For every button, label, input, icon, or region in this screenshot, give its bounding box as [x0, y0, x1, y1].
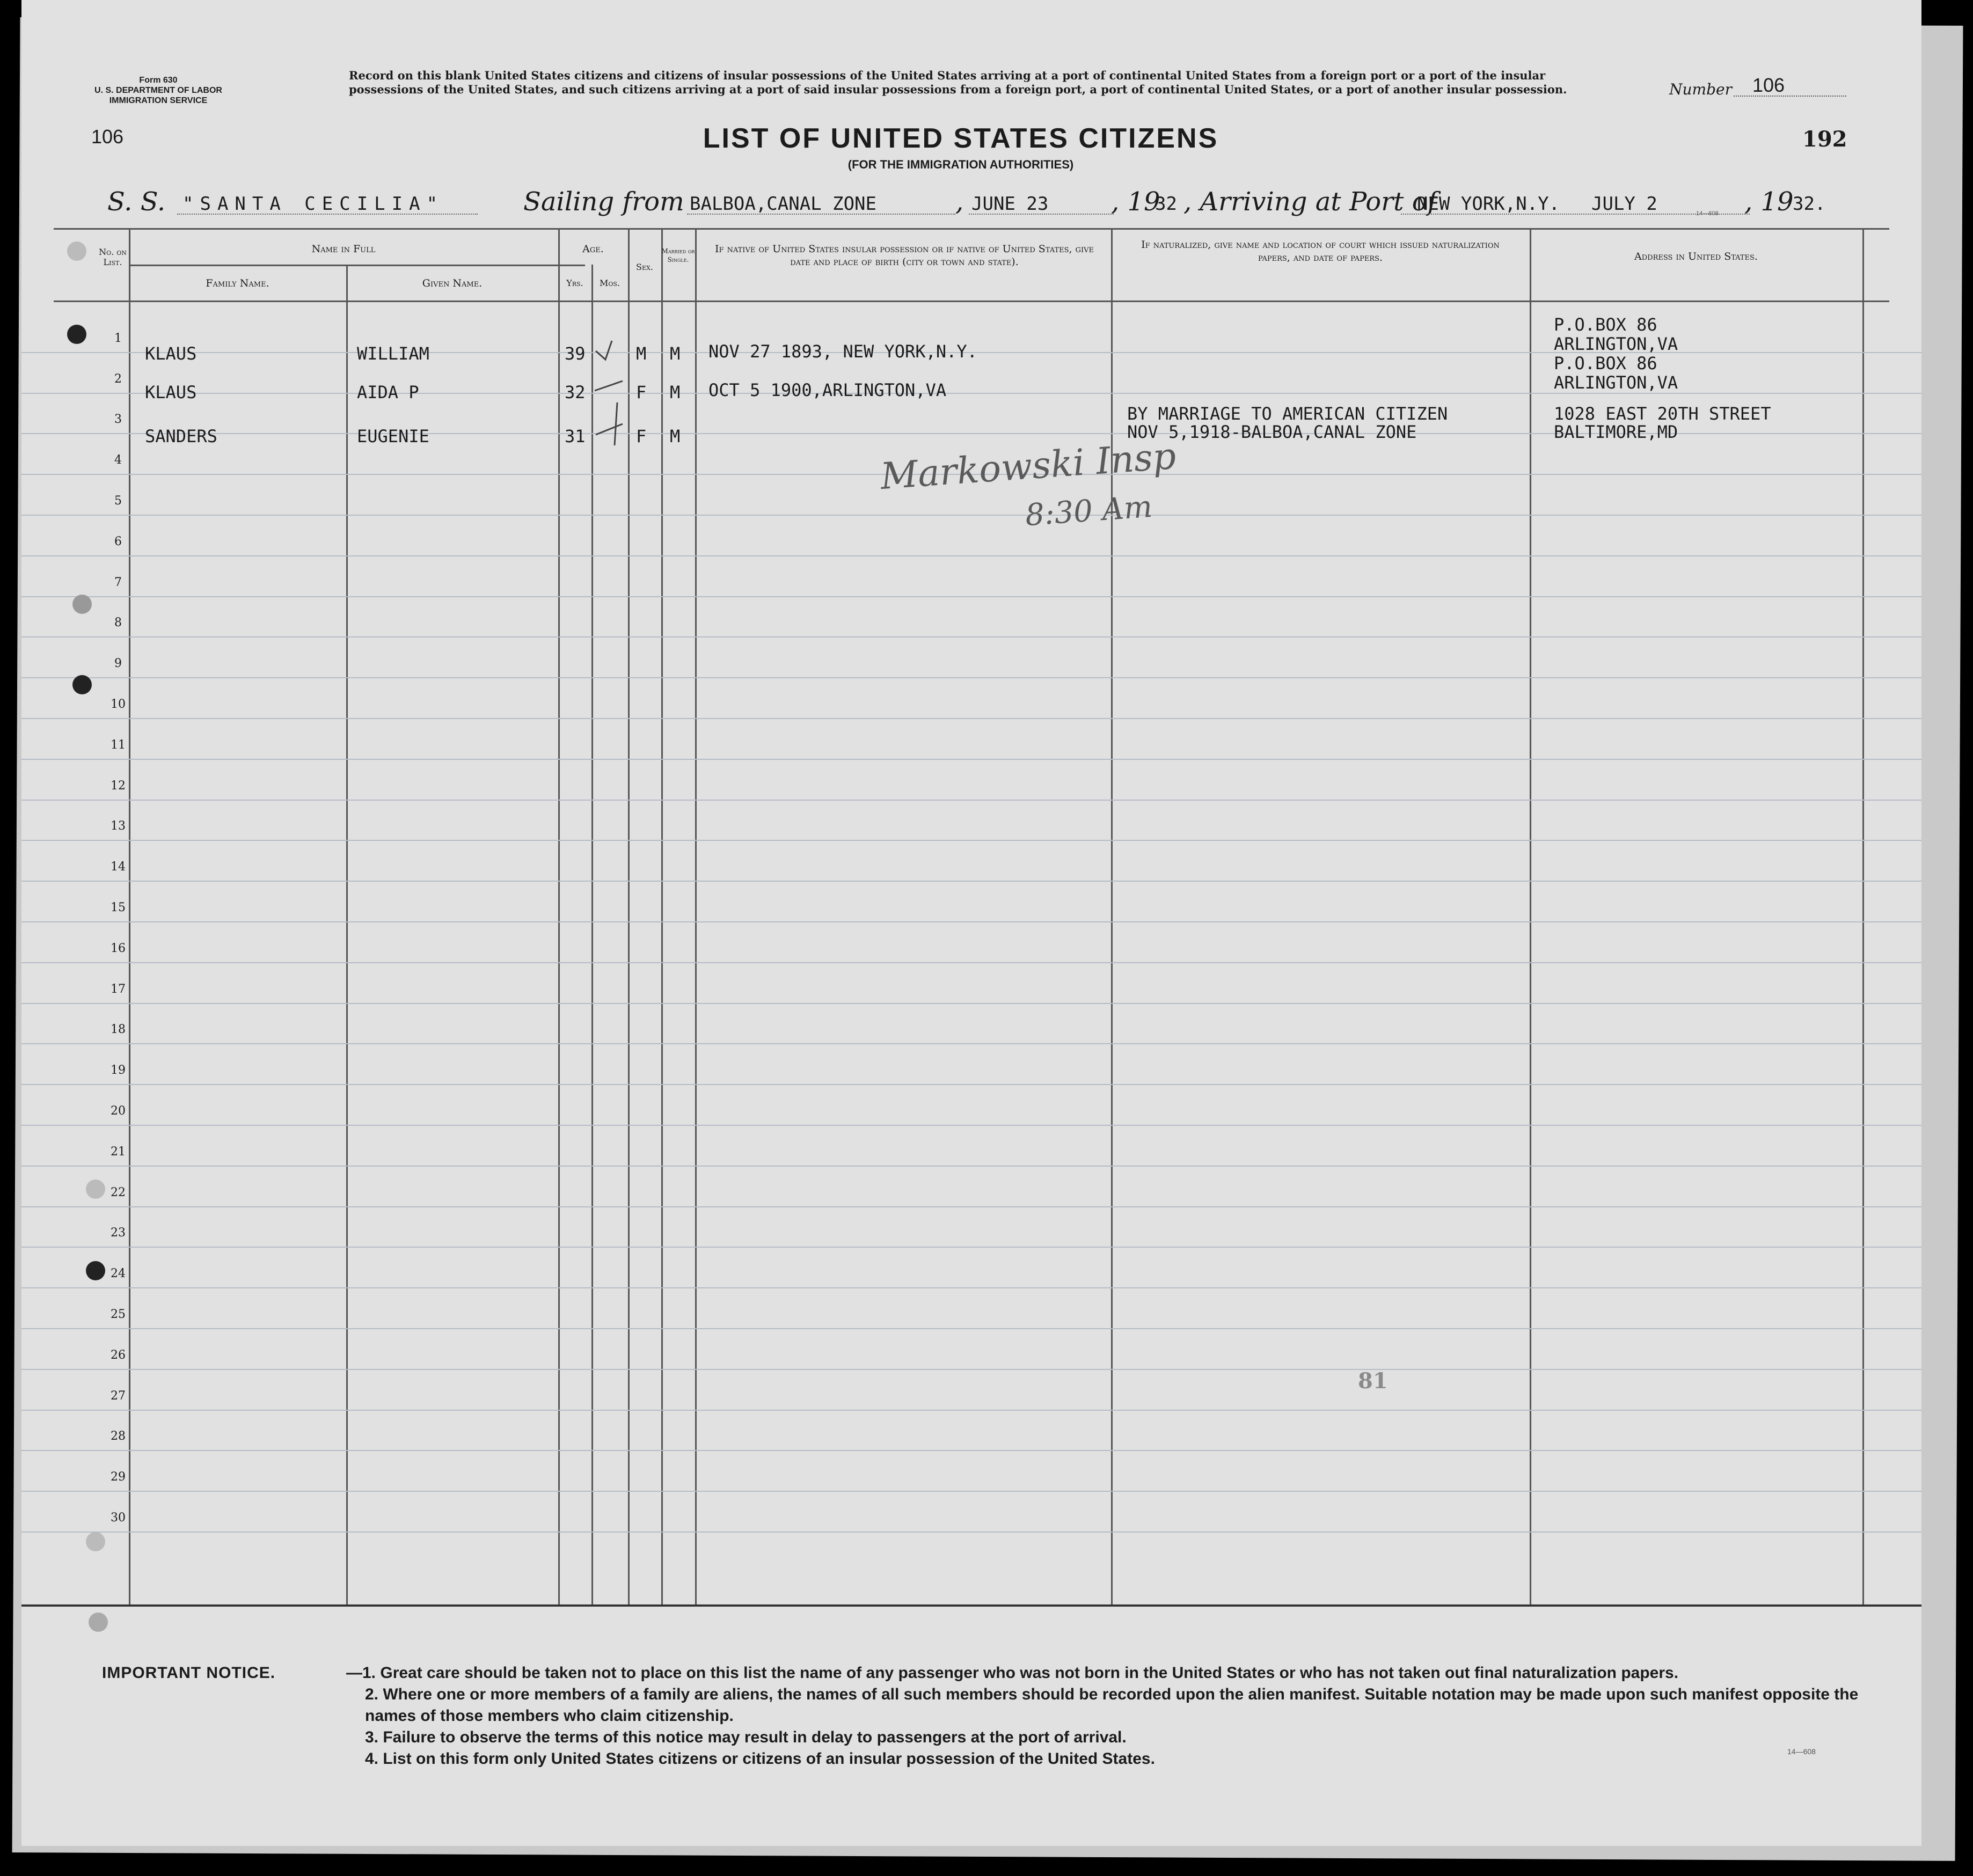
age-years: 32 [565, 382, 586, 402]
stamp-number: 81 [1358, 1368, 1388, 1394]
important-notice [102, 1662, 1873, 1770]
ruled-line [21, 1450, 1921, 1451]
col-divider [695, 228, 697, 1604]
form-service: IMMIGRATION SERVICE [109, 96, 208, 105]
punch-hole [72, 595, 92, 614]
ruled-line [21, 1166, 1921, 1167]
row-number: 23 [111, 1226, 126, 1240]
row-number: 15 [111, 901, 126, 914]
sailing-port-line [687, 214, 955, 215]
record-instructions: Record on this blank United States citizens and citizens of insular possessions of the United States arriving at a port of continental United States from a foreign port or a port of the insular possessions of the United States, and such citizens arriving at a port of said insular possessions from a foreign port, a port of continental United States, or a port of another insular possession. [349, 69, 1567, 96]
ruled-line [21, 1125, 1921, 1126]
col-divider [1862, 228, 1864, 1604]
print-code-bottom: 14—608 [1787, 1747, 1816, 1756]
arriving-label: , Arriving at Port of [1183, 187, 1437, 217]
row-number: 18 [111, 1023, 126, 1037]
row-number: 21 [111, 1145, 126, 1159]
punch-hole [86, 1261, 105, 1280]
row-number: 22 [111, 1185, 126, 1199]
ruled-line [21, 1491, 1921, 1492]
birth-place-date: OCT 5 1900,ARLINGTON,VA [708, 380, 947, 400]
sailing-label: Sailing from [523, 187, 684, 217]
col-header-mos: Mos. [599, 278, 620, 288]
ruled-line [21, 1084, 1921, 1085]
ruled-line [21, 921, 1921, 922]
col-divider [558, 228, 560, 1604]
ruled-line [21, 596, 1921, 597]
print-code-top: 14—608 [1696, 210, 1719, 217]
year-prefix: , 19 [1111, 187, 1160, 217]
row-number: 28 [111, 1430, 126, 1443]
punch-hole [67, 325, 86, 344]
form-department: U. S. DEPARTMENT OF LABOR [94, 86, 222, 95]
given-name: EUGENIE [357, 426, 429, 446]
arriving-port: NEW YORK,N.Y. [1417, 193, 1560, 215]
col-divider [1530, 228, 1531, 1604]
sailing-year: 32 [1155, 193, 1177, 215]
row-number: 25 [111, 1308, 126, 1321]
row-number: 8 [114, 616, 122, 630]
punch-hole [72, 675, 92, 694]
page-subtitle: (FOR THE IMMIGRATION AUTHORITIES) [847, 158, 1074, 171]
col-header-naturalization: If naturalized, give name and location of court which issued naturalization papers, and date of papers. [1141, 239, 1500, 263]
ruled-line [21, 759, 1921, 760]
ruled-line [21, 1531, 1921, 1533]
ruled-line [21, 718, 1921, 719]
sex: F [636, 382, 647, 402]
arriving-year: 32. [1793, 193, 1826, 215]
sex: M [636, 343, 647, 364]
row-number: 3 [114, 413, 122, 427]
address-line-2: ARLINGTON,VA [1554, 334, 1678, 354]
ruled-line [21, 1328, 1921, 1329]
given-name: AIDA P [357, 382, 419, 402]
row-number: 17 [111, 982, 126, 996]
col-divider [1111, 228, 1113, 1604]
notice-dash: — [346, 1664, 362, 1682]
row-number: 9 [114, 657, 122, 671]
form-number: Form 630 [139, 76, 178, 85]
ruled-line [21, 1410, 1921, 1411]
arriving-date: JULY 2 [1591, 193, 1657, 215]
naturalization-line-1: BY MARRIAGE TO AMERICAN CITIZEN [1127, 404, 1448, 424]
address-line-2: BALTIMORE,MD [1554, 422, 1678, 442]
col-header-yrs: Yrs. [566, 278, 583, 288]
ruled-line [21, 1369, 1921, 1370]
col-divider [591, 265, 593, 1604]
header-bottom-rule [54, 301, 1889, 302]
ss-label: S. S. [107, 187, 166, 217]
ruled-line [21, 800, 1921, 801]
notice-item-3: 3. Failure to observe the terms of this notice may result in delay to passengers at the port of arrival. [365, 1728, 1127, 1746]
sailing-date-line [969, 214, 1114, 215]
family-name: KLAUS [145, 343, 197, 364]
row-number: 1 [114, 331, 122, 345]
ruled-line [21, 636, 1921, 637]
table-bottom-rule [21, 1604, 1921, 1607]
col-header-no: No. on List. [99, 247, 127, 267]
ship-name: "SANTA CECILIA" [182, 193, 444, 215]
notice-item-4: 4. List on this form only United States citizens or citizens of an insular possession of the United States. [365, 1750, 1155, 1768]
punch-hole [89, 1613, 108, 1632]
row-number: 13 [111, 819, 126, 833]
row-number: 30 [111, 1511, 126, 1525]
row-number: 11 [111, 738, 126, 752]
col-header-given-name: Given Name. [422, 277, 483, 289]
row-number: 29 [111, 1470, 126, 1484]
col-header-address: Address in United States. [1634, 251, 1758, 262]
row-number: 12 [111, 779, 126, 793]
sailing-port: BALBOA,CANAL ZONE [690, 193, 876, 215]
row-number: 14 [111, 860, 126, 874]
address-line-2: ARLINGTON,VA [1554, 372, 1678, 393]
col-header-sex: Sex. [636, 262, 653, 272]
number-label: Number [1669, 80, 1732, 98]
col-header-family-name: Family Name. [206, 277, 269, 289]
col-header-married-single: Married or Single. [661, 247, 695, 263]
age-years: 31 [565, 426, 586, 446]
given-name: WILLIAM [357, 343, 429, 364]
notice-item [102, 1662, 1873, 1684]
ruled-line [21, 1206, 1921, 1207]
col-header-age: Age. [582, 243, 604, 255]
ruled-line [21, 881, 1921, 882]
marital-status: M [670, 426, 681, 446]
address-line-1: P.O.BOX 86 [1554, 353, 1657, 373]
ship-name-line [177, 214, 478, 215]
row-number: 27 [111, 1389, 126, 1403]
row-number: 2 [114, 372, 122, 386]
birth-place-date: NOV 27 1893, NEW YORK,N.Y. [708, 341, 977, 362]
form-identifier [70, 75, 247, 106]
comma-mark: , [955, 187, 964, 217]
marital-status: M [670, 382, 681, 402]
number-underline [1734, 96, 1846, 97]
row-number: 19 [111, 1064, 126, 1078]
row-number: 4 [114, 453, 122, 467]
row-number: 24 [111, 1267, 126, 1281]
ruled-line [21, 555, 1921, 556]
arriving-year-prefix: , 19 [1744, 187, 1794, 217]
col-header-birth: If native of United States insular possession or if native of United States, give date and place of birth (city or town and state). [715, 243, 1094, 268]
row-number: 16 [111, 941, 126, 955]
ruled-line [21, 840, 1921, 841]
sailing-date: JUNE 23 [971, 193, 1049, 215]
ruled-line [21, 1043, 1921, 1044]
page-title: LIST OF UNITED STATES CITIZENS [703, 123, 1219, 154]
check-marks [590, 338, 649, 445]
ruled-line [21, 1003, 1921, 1004]
address-line-1: P.O.BOX 86 [1554, 314, 1657, 335]
row-number: 20 [111, 1104, 126, 1118]
punch-hole [86, 1179, 105, 1199]
punch-hole [67, 241, 86, 261]
sex: F [636, 426, 647, 446]
list-number: 106 [1752, 74, 1785, 96]
row-number: 10 [111, 698, 126, 711]
page-number-right: 192 [1802, 127, 1847, 152]
ruled-line [21, 515, 1921, 516]
citizens-list-form [21, 0, 1921, 1846]
notice-item-2: 2. Where one or more members of a family are aliens, the names of all such members should be recorded upon the alien manifest. Suitable notation may be made upon such manifest opposite the names of those members who claim citizenship. [365, 1686, 1859, 1725]
family-name: KLAUS [145, 382, 197, 402]
row-number: 5 [114, 494, 122, 508]
inspection-time: 8:30 Am [1024, 489, 1154, 533]
notice-heading: IMPORTANT NOTICE. [102, 1664, 276, 1682]
col-divider [346, 265, 348, 1604]
punch-hole [86, 1532, 105, 1551]
notice-item-1: 1. Great care should be taken not to place on this list the name of any passenger who was not born in the United States or who has not taken out final naturalization papers. [362, 1664, 1679, 1682]
ruled-line [21, 1247, 1921, 1248]
ruled-line [21, 962, 1921, 963]
ruled-line [21, 1287, 1921, 1288]
address-line-1: 1028 EAST 20TH STREET [1554, 404, 1771, 424]
row-number: 26 [111, 1348, 126, 1362]
page-number-left: 106 [91, 126, 124, 148]
col-divider [661, 228, 663, 1604]
subheader-rule [129, 265, 585, 266]
table-top-rule [54, 228, 1889, 230]
marital-status: M [670, 343, 681, 364]
row-number: 6 [114, 534, 122, 548]
naturalization-line-2: NOV 5,1918-BALBOA,CANAL ZONE [1127, 422, 1417, 442]
col-header-name-in-full: Name in Full [311, 243, 376, 255]
ruled-line [21, 677, 1921, 678]
age-years: 39 [565, 343, 586, 364]
row-number: 7 [114, 575, 122, 589]
inspector-signature: Markowski Insp [879, 435, 1178, 499]
family-name: SANDERS [145, 426, 217, 446]
